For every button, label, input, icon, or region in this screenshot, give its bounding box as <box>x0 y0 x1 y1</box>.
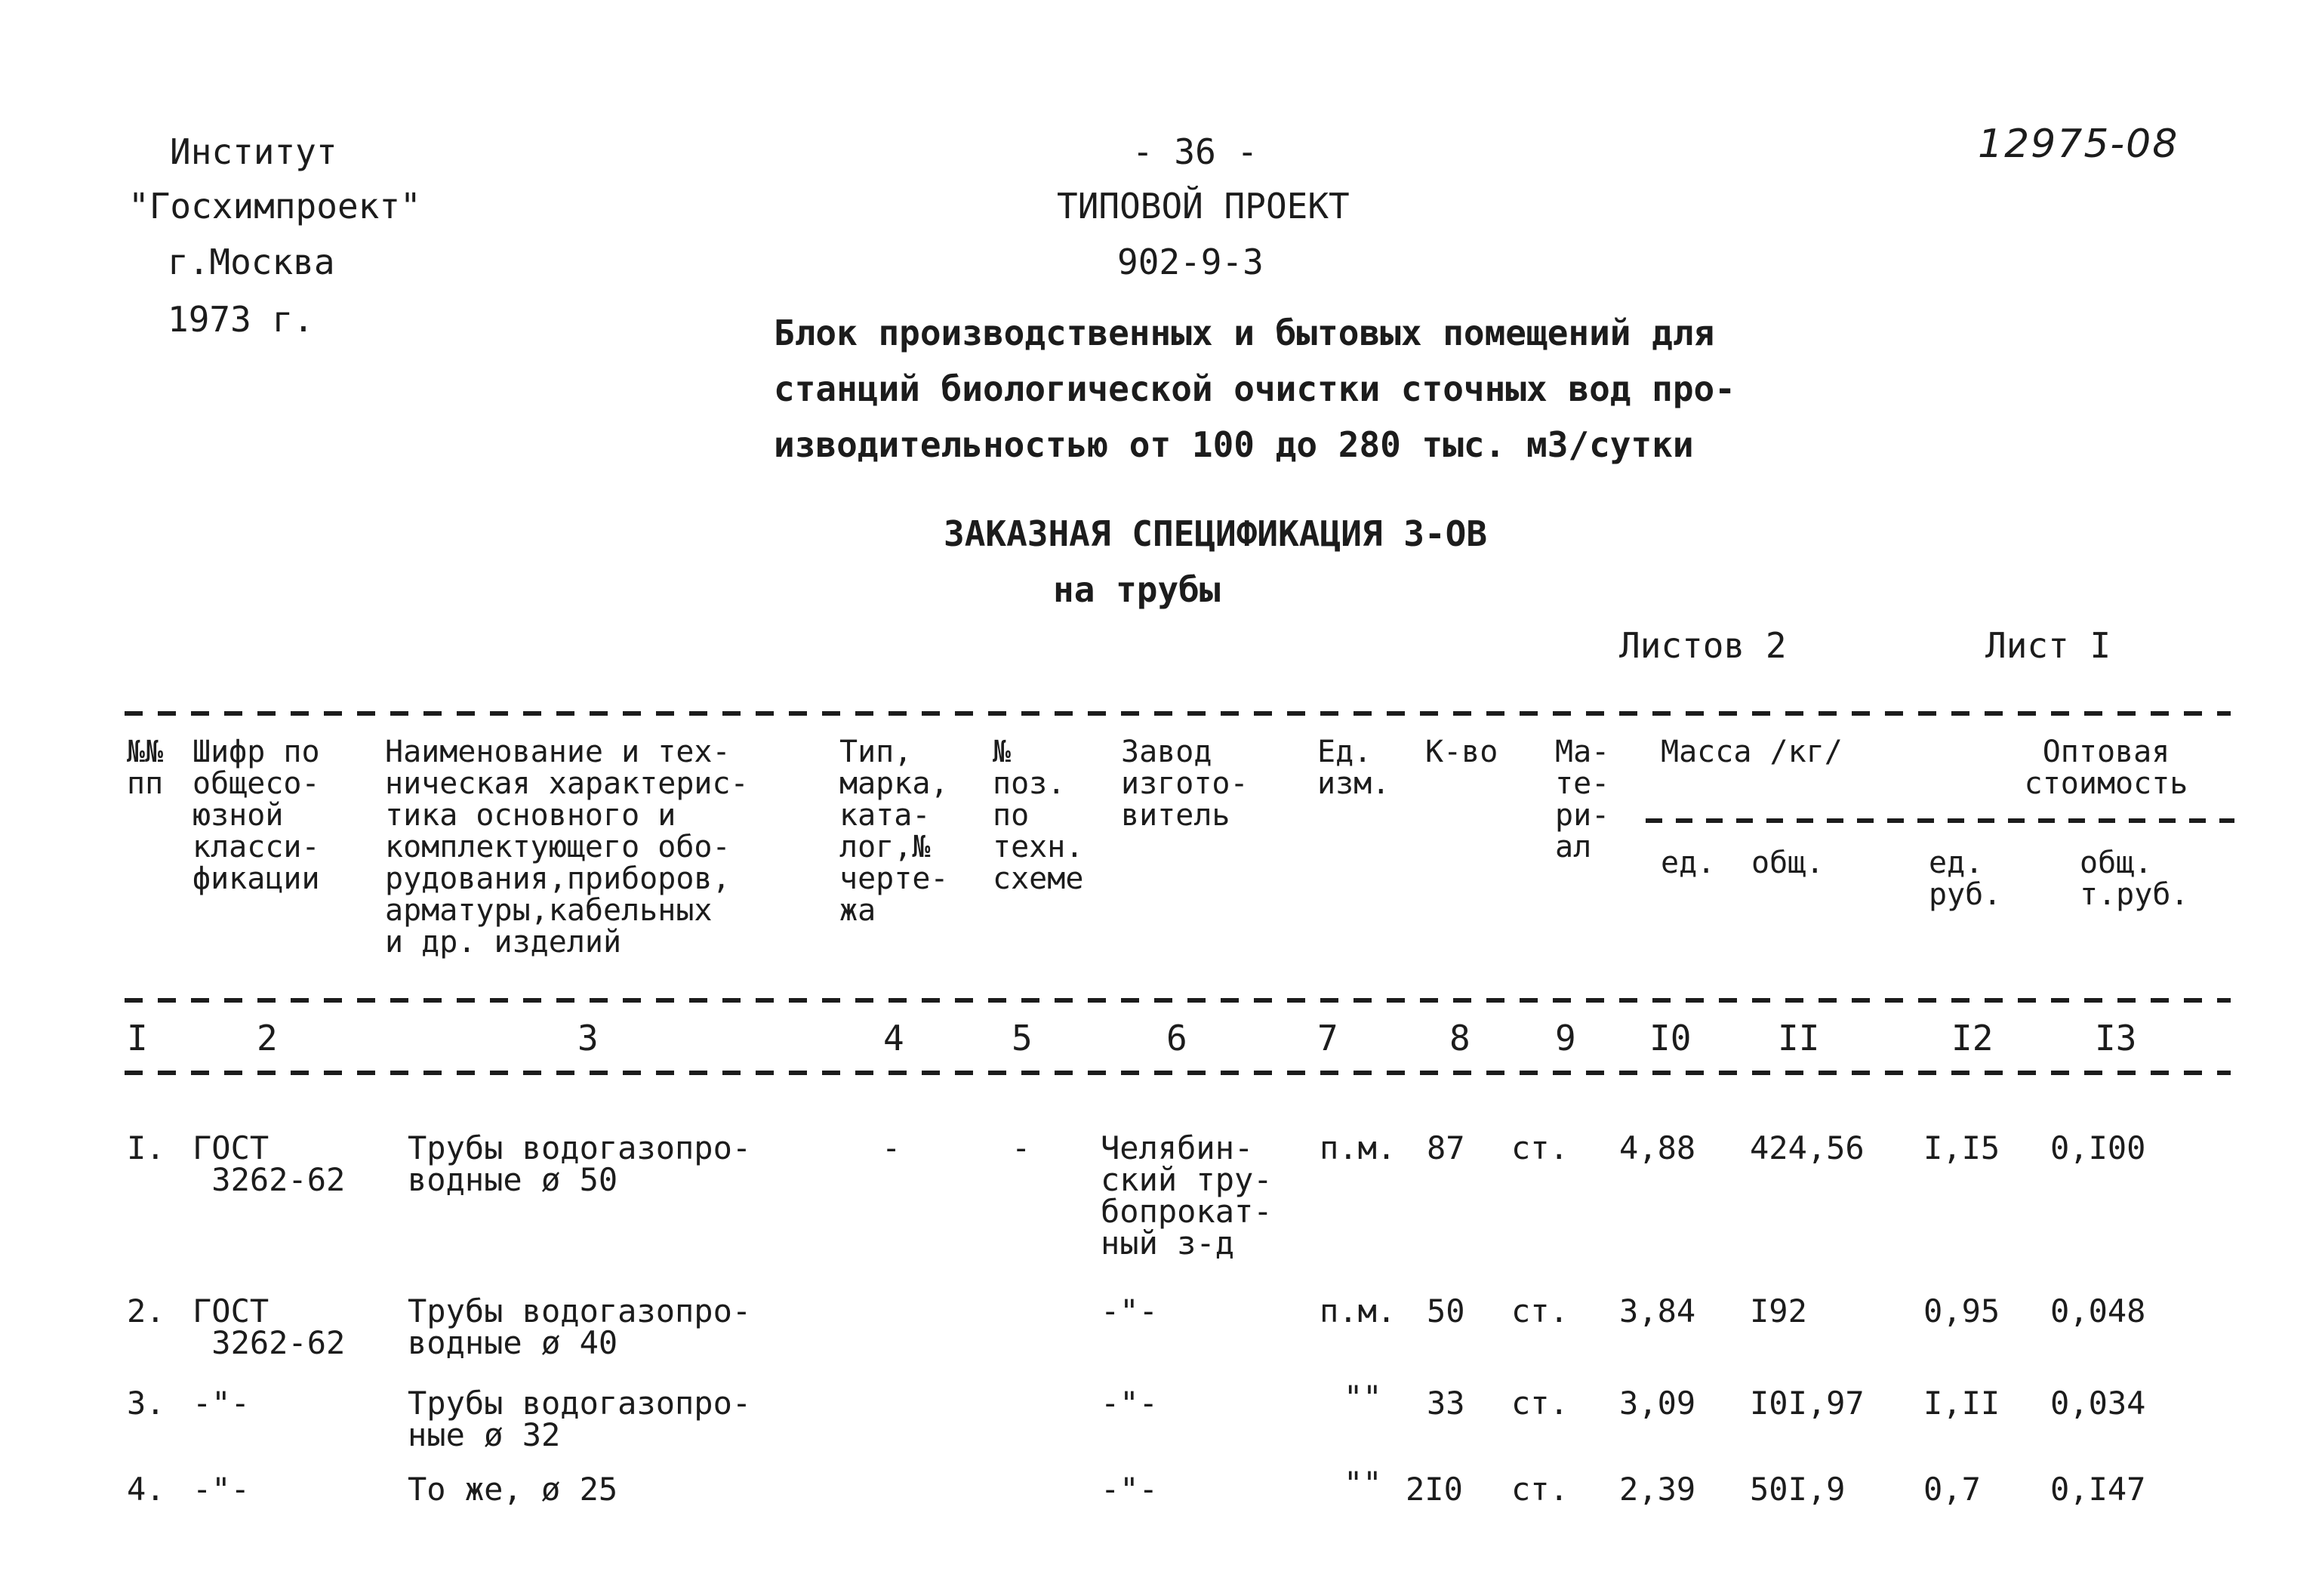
header-mass-unit: ед. <box>1661 846 1716 880</box>
cell-unit: "" <box>1344 1379 1382 1416</box>
cell-price-unit: I,I5 <box>1923 1129 2000 1166</box>
cell-quantity: 87 <box>1427 1129 1465 1166</box>
column-numbers-rule <box>125 1071 2231 1075</box>
sheet-current: Лист I <box>1985 625 2111 666</box>
cell-price-unit: I,II <box>1923 1385 2000 1422</box>
header-material: Ма- те- ри- ал <box>1555 735 1610 864</box>
sheets-total: Листов 2 <box>1619 625 1787 666</box>
column-number: I <box>127 1018 148 1058</box>
column-number: 3 <box>577 1018 599 1058</box>
header-row-number: №№ пп <box>127 735 164 801</box>
cell-item-name: Трубы водогазопро- ные ø 32 <box>408 1385 752 1453</box>
cell-unit: п.м. <box>1320 1129 1397 1166</box>
cell-quantity: 2I0 <box>1406 1471 1463 1508</box>
cell-item-name: Трубы водогазопро- водные ø 50 <box>408 1129 752 1198</box>
column-number: 4 <box>883 1018 904 1058</box>
institute-label: Институт <box>170 131 337 172</box>
description-line: станций биологической очистки сточных вод про- <box>774 368 1735 409</box>
cell-material: ст. <box>1511 1385 1569 1422</box>
column-number: 7 <box>1317 1018 1338 1058</box>
cell-row-number: I. <box>127 1129 165 1166</box>
cell-price-total: 0,I00 <box>2050 1129 2146 1166</box>
column-number: 2 <box>257 1018 278 1058</box>
cell-class-code: -"- <box>192 1385 250 1422</box>
cell-unit: п.м. <box>1320 1293 1397 1329</box>
cell-unit: "" <box>1344 1465 1382 1502</box>
cell-mass-unit: 3,84 <box>1619 1293 1696 1329</box>
institute-name: "Госхимпроект" <box>128 186 421 226</box>
cell-manufacturer: Челябин- ский тру- бопрокат- ный з-д <box>1101 1129 1273 1262</box>
column-number: 6 <box>1166 1018 1187 1058</box>
cell-mass-unit: 2,39 <box>1619 1471 1696 1508</box>
header-mass-group: Масса /кг/ <box>1661 735 1843 769</box>
description-line: изводительностью от 100 до 280 тыс. м3/сутки <box>774 424 1694 465</box>
description-line: Блок производственных и бытовых помещений для <box>774 313 1715 353</box>
cell-mass-total: I0I,97 <box>1750 1385 1865 1422</box>
project-label: ТИПОВОЙ ПРОЕКТ <box>1057 186 1350 226</box>
header-price-unit: ед. руб. <box>1929 846 2002 912</box>
cell-mass-total: I92 <box>1750 1293 1807 1329</box>
spec-subtitle: на трубы <box>1053 569 1221 610</box>
cell-material: ст. <box>1511 1471 1569 1508</box>
cell-price-total: 0,034 <box>2050 1385 2146 1422</box>
header-sub-rule <box>1646 818 2234 823</box>
cell-row-number: 3. <box>127 1385 165 1422</box>
cell-position: - <box>1012 1129 1031 1166</box>
cell-price-total: 0,I47 <box>2050 1471 2146 1508</box>
cell-mass-total: 424,56 <box>1750 1129 1865 1166</box>
cell-quantity: 50 <box>1427 1293 1465 1329</box>
cell-material: ст. <box>1511 1129 1569 1166</box>
cell-item-name: Трубы водогазопро- водные ø 40 <box>408 1293 752 1361</box>
cell-price-unit: 0,95 <box>1923 1293 2000 1329</box>
cell-manufacturer: -"- <box>1101 1385 1158 1422</box>
column-number: I0 <box>1649 1018 1692 1058</box>
spec-title: ЗАКАЗНАЯ СПЕЦИФИКАЦИЯ 3-ОВ <box>944 513 1488 554</box>
cell-material: ст. <box>1511 1293 1569 1329</box>
cell-class-code: ГОСТ 3262-62 <box>192 1293 346 1361</box>
cell-class-code: ГОСТ 3262-62 <box>192 1129 346 1198</box>
cell-price-unit: 0,7 <box>1923 1471 1981 1508</box>
header-quantity: К-во <box>1425 735 1498 769</box>
cell-quantity: 33 <box>1427 1385 1465 1422</box>
header-manufacturer: Завод изгото- витель <box>1121 735 1249 833</box>
institute-year: 1973 г. <box>168 299 314 340</box>
cell-row-number: 2. <box>127 1293 165 1329</box>
cell-class-code: -"- <box>192 1471 250 1508</box>
header-bottom-rule <box>125 998 2231 1003</box>
cell-manufacturer: -"- <box>1101 1293 1158 1329</box>
cell-mass-unit: 3,09 <box>1619 1385 1696 1422</box>
column-number: I2 <box>1951 1018 1994 1058</box>
header-price-group: Оптовая стоимость <box>2024 735 2188 801</box>
institute-city: г.Москва <box>168 242 335 282</box>
header-type: Тип, марка, ката- лог,№ черте- жа <box>839 735 949 928</box>
page-number: - 36 - <box>1132 131 1258 172</box>
cell-type: - <box>882 1129 901 1166</box>
header-position: № поз. по техн. схеме <box>993 735 1084 896</box>
column-number: II <box>1778 1018 1820 1058</box>
cell-price-total: 0,048 <box>2050 1293 2146 1329</box>
cell-manufacturer: -"- <box>1101 1471 1158 1508</box>
cell-row-number: 4. <box>127 1471 165 1508</box>
header-mass-total: общ. <box>1751 846 1825 880</box>
column-number: I3 <box>2095 1018 2137 1058</box>
header-price-total: общ. т.руб. <box>2080 846 2189 912</box>
document-code: 12975-08 <box>1978 122 2179 167</box>
table-top-rule <box>125 711 2231 716</box>
header-class-code: Шифр по общесо- юзной класси- фикации <box>192 735 320 896</box>
column-number: 8 <box>1449 1018 1471 1058</box>
column-number: 9 <box>1555 1018 1576 1058</box>
column-number: 5 <box>1012 1018 1033 1058</box>
header-unit: Ед. изм. <box>1317 735 1390 801</box>
cell-item-name: То же, ø 25 <box>408 1471 618 1508</box>
cell-mass-unit: 4,88 <box>1619 1129 1696 1166</box>
cell-mass-total: 50I,9 <box>1750 1471 1846 1508</box>
project-number: 902-9-3 <box>1117 242 1264 282</box>
header-item-name: Наименование и тех- ническая характерис- тика основного и комплектующего обо- рудования,приборов, арматуры,кабельных и др. изделий <box>385 735 749 960</box>
